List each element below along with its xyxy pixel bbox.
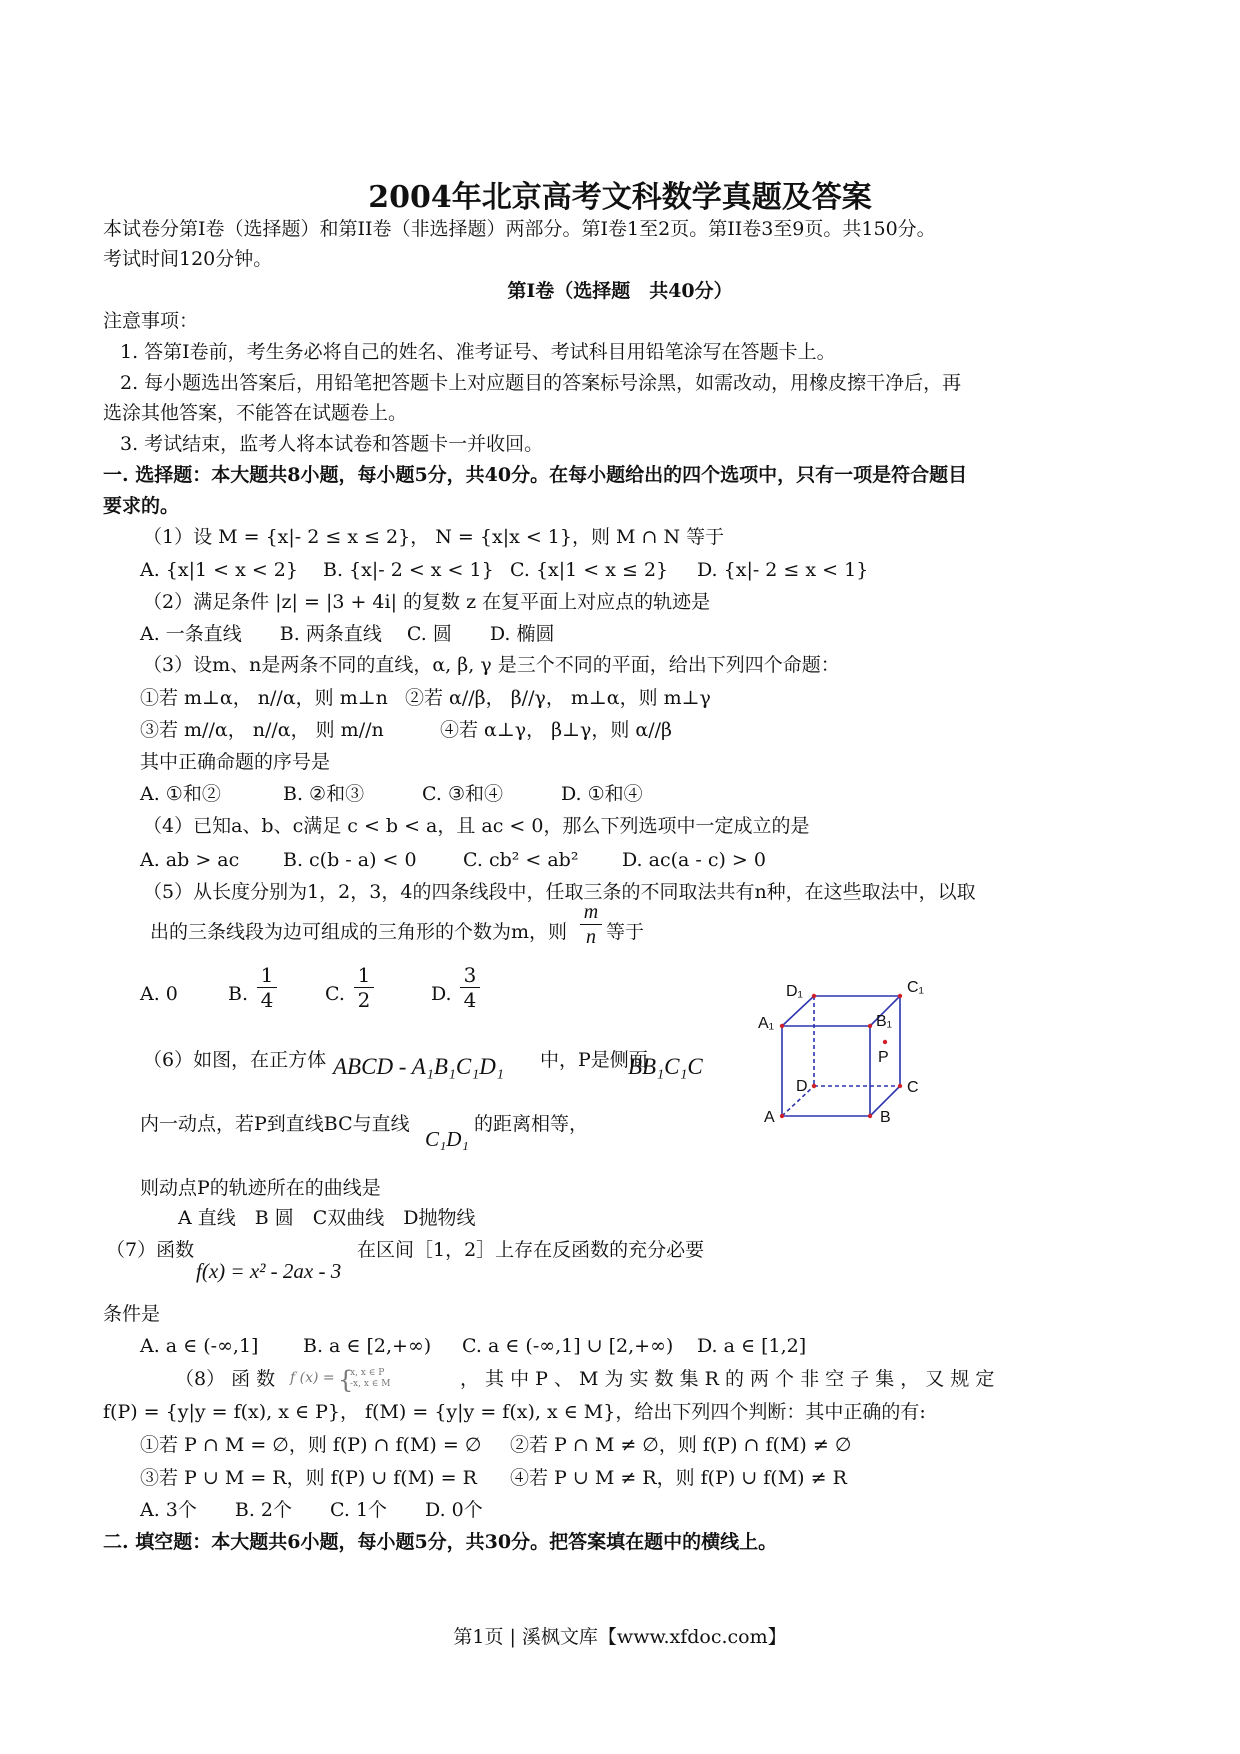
vertex-a — [780, 1114, 784, 1118]
vertex-c — [898, 1084, 902, 1088]
q5-line-2: 出的三条线段为边可组成的三角形的个数为m，则 — [150, 921, 568, 943]
section-title: 第I卷（选择题 共40分） — [507, 280, 733, 302]
q7-option-a: A. a ∈ (-∞,1] — [140, 1335, 259, 1357]
label-b1: B₁ — [876, 1013, 893, 1030]
q5-line-1: （5）从长度分别为1，2，3，4的四条线段中，任取三条的不同取法共有n种，在这些取法中，以取 — [143, 881, 976, 903]
q1-option-a: A. {x|1 < x < 2} — [140, 559, 298, 581]
vertex-c1 — [898, 994, 902, 998]
q7-option-b: B. a ∈ [2,+∞) — [303, 1335, 432, 1357]
q8-case-2: -x, x ∈ M — [350, 1379, 391, 1389]
q8-stem-a: （8） 函 数 — [175, 1368, 276, 1390]
notice-item: 选涂其他答案，不能答在试题卷上。 — [103, 402, 408, 424]
q8-judgment-1: ①若 P ∩ M = ∅，则 f(P) ∩ f(M) = ∅ — [140, 1434, 482, 1456]
q5-option-b-fraction — [257, 963, 277, 1012]
q5-option-d-fraction — [460, 963, 480, 1012]
notice-item: 2. 每小题选出答案后，用铅笔把答题卡上对应题目的答案标号涂黑，如需改动，用橡皮擦干净后，再 — [120, 372, 962, 394]
q7-stem-end: 在区间［1，2］上存在反函数的充分必要 — [357, 1239, 705, 1261]
q8-judgment-3: ③若 P ∪ M = R，则 f(P) ∪ f(M) = R — [140, 1467, 477, 1489]
q8-options: A. 3个 B. 2个 C. 1个 D. 0个 — [140, 1499, 483, 1521]
vertex-d — [812, 1084, 816, 1088]
q1-option-d: D. {x|- 2 ≤ x < 1} — [697, 559, 869, 581]
q5-fraction-den: n — [580, 924, 602, 949]
vertex-b1 — [868, 1024, 872, 1028]
fraction-num: 1 — [357, 963, 371, 987]
q5-fraction-num: m — [583, 901, 599, 923]
q8-judgment-2: ②若 P ∩ M ≠ ∅，则 f(P) ∩ f(M) ≠ ∅ — [510, 1434, 852, 1456]
q2-options: A. 一条直线 B. 两条直线 C. 圆 D. 椭圆 — [140, 623, 555, 645]
vertex-d1 — [812, 994, 816, 998]
q6-face-name: BB₁C₁C — [628, 1054, 703, 1079]
label-p: P — [878, 1049, 889, 1066]
q6-options: A 直线 B 圆 C双曲线 D抛物线 — [178, 1207, 476, 1229]
part1-heading-cont: 要求的。 — [103, 495, 180, 517]
label-c1: C₁ — [907, 979, 924, 996]
notice-label: 注意事项： — [103, 310, 199, 332]
notice-item: 1. 答第I卷前，考生务必将自己的姓名、准考证号、考试科目用铅笔涂写在答题卡上。 — [120, 341, 836, 363]
label-a: A — [764, 1109, 775, 1126]
q7-option-d: D. a ∈ [1,2] — [697, 1335, 807, 1357]
q6-line-2-end: 的距离相等， — [474, 1113, 589, 1135]
q4-stem: （4）已知a、b、c满足 c < b < a，且 ac < 0，那么下列选项中一定成立的是 — [143, 815, 810, 837]
label-a1: A₁ — [758, 1015, 775, 1032]
label-c: C — [907, 1079, 919, 1096]
q6-line-3: 则动点P的轨迹所在的曲线是 — [140, 1177, 381, 1199]
q5-option-b: B. — [228, 983, 249, 1005]
q6-cube-name: ABCD - A₁B₁C₁D₁ — [333, 1054, 504, 1079]
intro-line-1: 本试卷分第I卷（选择题）和第II卷（非选择题）两部分。第I卷1至2页。第II卷3至9页。共150分。 — [103, 218, 936, 240]
q6-line-name: C₁D₁ — [425, 1127, 469, 1151]
q1-option-b: B. {x|- 2 < x < 1} — [323, 559, 494, 581]
page-footer: 第1页 | 溪枫文库【www.xfdoc.com】 — [453, 1626, 787, 1648]
q6-line-2: 内一动点，若P到直线BC与直线 — [140, 1113, 410, 1135]
q2-stem: （2）满足条件 |z| = |3 + 4i| 的复数 z 在复平面上对应点的轨迹是 — [143, 591, 711, 613]
q3-option-c: C. ③和④ — [422, 783, 503, 805]
q7-function: f(x) = x² - 2ax - 3 — [196, 1259, 342, 1283]
label-d1: D₁ — [786, 983, 803, 1000]
q5-line-2-end: 等于 — [606, 921, 645, 943]
q8-function-name: f (x) = — [290, 1370, 335, 1386]
vertex-b — [868, 1114, 872, 1118]
q3-proposition-1: ①若 m⊥α， n//α，则 m⊥n — [140, 687, 388, 709]
edge-a1d1 — [782, 996, 814, 1026]
q8-stem-b: ， 其 中 P 、 M 为 实 数 集 R 的 两 个 非 空 子 集 ， 又 规 定 — [460, 1368, 995, 1390]
q7-stem: （7）函数 — [106, 1239, 195, 1261]
fraction-den: 4 — [460, 987, 480, 1012]
q6-line-1: （6）如图，在正方体 — [143, 1049, 327, 1071]
q3-proposition-2: ②若 α//β， β//γ， m⊥α，则 m⊥γ — [405, 687, 711, 709]
q7-option-c: C. a ∈ (-∞,1] ∪ [2,+∞) — [462, 1335, 674, 1357]
q5-option-c: C. — [325, 983, 345, 1005]
part2-heading: 二. 填空题：本大题共6小题，每小题5分，共30分。把答案填在题中的横线上。 — [103, 1531, 778, 1553]
q4-option-c: C. cb² < ab² — [463, 849, 579, 871]
label-b: B — [880, 1109, 891, 1126]
q5-option-a: A. 0 — [140, 983, 178, 1005]
q8-case-1: x, x ∈ P — [350, 1368, 385, 1378]
fraction-den: 4 — [257, 987, 277, 1012]
q8-piecewise-function — [290, 1368, 450, 1394]
part1-heading: 一. 选择题：本大题共8小题，每小题5分，共40分。在每小题给出的四个选项中，只有一项是符合题目 — [103, 464, 968, 486]
fraction-num: 3 — [463, 963, 477, 987]
q3-proposition-3: ③若 m//α， n//α， 则 m//n — [140, 719, 384, 741]
q3-option-d: D. ①和④ — [561, 783, 643, 805]
q8-line-2: f(P) = {y|y = f(x), x ∈ P}， f(M) = {y|y = f(x), x ∈ M}，给出下列四个判断：其中正确的有: — [103, 1401, 926, 1423]
vertex-a1 — [780, 1024, 784, 1028]
q1-option-c: C. {x|1 < x ≤ 2} — [510, 559, 669, 581]
q3-option-a: A. ①和② — [140, 783, 221, 805]
q6-line-1-mid: 中，P是侧面 — [540, 1049, 648, 1071]
q3-proposition-4: ④若 α⊥γ， β⊥γ，则 α//β — [440, 719, 672, 741]
q5-option-d: D. — [431, 983, 452, 1005]
fraction-den: 2 — [354, 987, 374, 1012]
cube-figure — [750, 970, 950, 1140]
page-title: 2004年北京高考文科数学真题及答案 — [368, 180, 872, 215]
label-d: D — [796, 1078, 808, 1095]
brace-icon: { — [338, 1366, 354, 1394]
q7-line-2: 条件是 — [103, 1303, 161, 1325]
q5-option-c-fraction — [354, 963, 374, 1012]
point-p — [883, 1040, 887, 1044]
q4-option-d: D. ac(a - c) > 0 — [622, 849, 766, 871]
intro-line-2: 考试时间120分钟。 — [103, 248, 273, 270]
q8-judgment-4: ④若 P ∪ M ≠ R，则 f(P) ∪ f(M) ≠ R — [510, 1467, 847, 1489]
q1-stem: （1）设 M = {x|- 2 ≤ x ≤ 2}， N = {x|x < 1}，则 M ∩ N 等于 — [143, 526, 725, 548]
q3-stem: （3）设m、n是两条不同的直线，α, β, γ 是三个不同的平面，给出下列四个命题： — [143, 654, 840, 676]
q3-ask: 其中正确命题的序号是 — [140, 751, 331, 773]
q3-option-b: B. ②和③ — [283, 783, 365, 805]
q4-option-b: B. c(b - a) < 0 — [283, 849, 417, 871]
q5-fraction — [580, 900, 602, 949]
notice-item: 3. 考试结束，监考人将本试卷和答题卡一并收回。 — [120, 433, 544, 455]
fraction-num: 1 — [260, 963, 274, 987]
q4-option-a: A. ab > ac — [140, 849, 240, 871]
